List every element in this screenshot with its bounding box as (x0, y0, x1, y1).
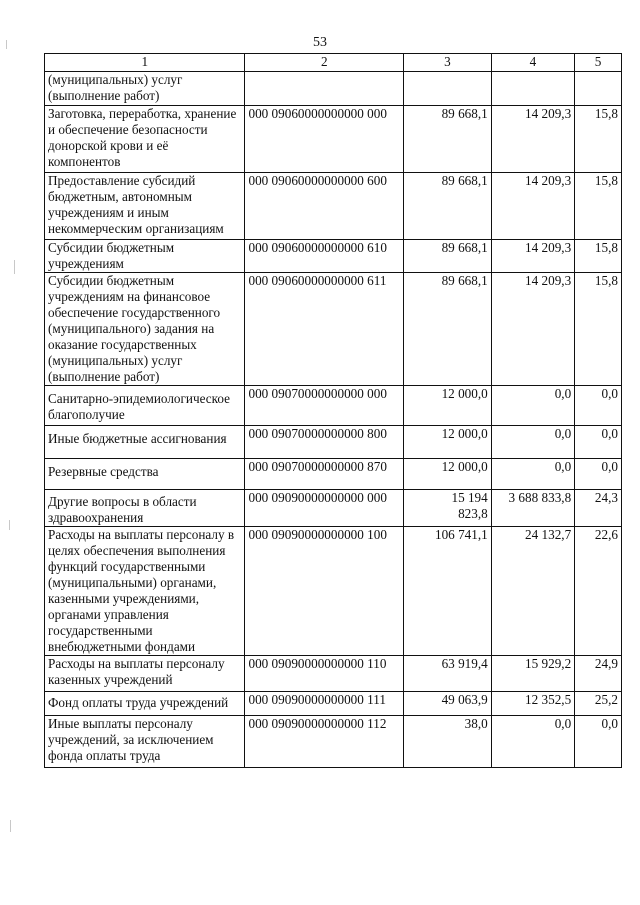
row-col3: 106 741,1 (404, 527, 492, 656)
row-code (245, 72, 404, 106)
row-name: Заготовка, переработка, хранение и обеспечение безопасности донорской крови и её компонентов (45, 106, 245, 173)
table-row (45, 692, 622, 716)
row-name: Расходы на выплаты персоналу казенных учреждений (45, 656, 245, 692)
page-number: 53 (313, 35, 327, 50)
row-code: 000 09090000000000 112 (245, 716, 404, 768)
row-col4: 0,0 (491, 716, 574, 768)
row-col5: 25,2 (575, 692, 622, 716)
row-col3: 89 668,1 (404, 240, 492, 273)
row-col3: 12 000,0 (404, 459, 492, 490)
row-name: Иные выплаты персоналу учреждений, за исключением фонда оплаты труда (45, 716, 245, 768)
row-col5: 24,9 (575, 656, 622, 692)
table-row (45, 173, 622, 240)
table-row (45, 527, 622, 656)
row-name: Субсидии бюджетным учреждениям на финансовое обеспечение государственного (муниципального) задания на оказание государственных (муниципальных) услуг (выполнение работ) (45, 273, 245, 386)
row-name: Резервные средства (45, 459, 245, 490)
budget-table (44, 53, 622, 768)
row-col5: 0,0 (575, 459, 622, 490)
row-name: Субсидии бюджетным учреждениям (45, 240, 245, 273)
column-header: 5 (575, 54, 622, 72)
table-row (45, 459, 622, 490)
row-code: 000 09090000000000 111 (245, 692, 404, 716)
row-col3: 63 919,4 (404, 656, 492, 692)
row-code: 000 09060000000000 000 (245, 106, 404, 173)
row-col4: 12 352,5 (491, 692, 574, 716)
row-code: 000 09060000000000 610 (245, 240, 404, 273)
column-header: 2 (245, 54, 404, 72)
row-col3: 49 063,9 (404, 692, 492, 716)
row-col3: 89 668,1 (404, 173, 492, 240)
row-name: (муниципальных) услуг (выполнение работ) (45, 72, 245, 106)
row-name: Предоставление субсидий бюджетным, автономным учреждениям и иным некоммерческим организациям (45, 173, 245, 240)
row-name: Расходы на выплаты персоналу в целях обеспечения выполнения функций государственными (муниципальными) органами, казенными учреждениями, органами управления государственными внебюджетными фондами (45, 527, 245, 656)
table-row (45, 240, 622, 273)
header-row (45, 54, 622, 72)
row-col3: 38,0 (404, 716, 492, 768)
row-code: 000 09070000000000 870 (245, 459, 404, 490)
row-name: Санитарно-эпидемиологическое благополучие (45, 386, 245, 426)
row-col5: 0,0 (575, 386, 622, 426)
row-col4: 0,0 (491, 426, 574, 459)
row-code: 000 09090000000000 110 (245, 656, 404, 692)
table-row (45, 426, 622, 459)
column-header: 3 (404, 54, 492, 72)
row-col3: 12 000,0 (404, 426, 492, 459)
table-row (45, 72, 622, 106)
row-col5: 15,8 (575, 240, 622, 273)
row-col5: 0,0 (575, 716, 622, 768)
row-col3: 89 668,1 (404, 273, 492, 386)
row-code: 000 09060000000000 611 (245, 273, 404, 386)
row-col4: 0,0 (491, 459, 574, 490)
row-col5 (575, 72, 622, 106)
row-col4: 15 929,2 (491, 656, 574, 692)
row-col5: 22,6 (575, 527, 622, 656)
table-row (45, 656, 622, 692)
row-col5: 15,8 (575, 106, 622, 173)
row-col4: 3 688 833,8 (491, 490, 574, 527)
row-col5: 24,3 (575, 490, 622, 527)
row-col4: 14 209,3 (491, 240, 574, 273)
row-col4: 0,0 (491, 386, 574, 426)
row-col5: 15,8 (575, 173, 622, 240)
row-code: 000 09060000000000 600 (245, 173, 404, 240)
table-row (45, 386, 622, 426)
row-col5: 15,8 (575, 273, 622, 386)
row-name: Фонд оплаты труда учреждений (45, 692, 245, 716)
row-code: 000 09090000000000 000 (245, 490, 404, 527)
row-col4: 14 209,3 (491, 173, 574, 240)
column-header: 4 (491, 54, 574, 72)
row-col5: 0,0 (575, 426, 622, 459)
row-col4: 24 132,7 (491, 527, 574, 656)
row-name: Другие вопросы в области здравоохранения (45, 490, 245, 527)
row-name: Иные бюджетные ассигнования (45, 426, 245, 459)
table-row (45, 490, 622, 527)
table-row (45, 106, 622, 173)
row-col4: 14 209,3 (491, 273, 574, 386)
row-code: 000 09070000000000 800 (245, 426, 404, 459)
row-col4: 14 209,3 (491, 106, 574, 173)
table-row (45, 273, 622, 386)
row-col3: 15 194 823,8 (404, 490, 492, 527)
table-row (45, 716, 622, 768)
column-header: 1 (45, 54, 245, 72)
row-col3: 89 668,1 (404, 106, 492, 173)
row-code: 000 09090000000000 100 (245, 527, 404, 656)
row-col4 (491, 72, 574, 106)
row-col3 (404, 72, 492, 106)
row-code: 000 09070000000000 000 (245, 386, 404, 426)
row-col3: 12 000,0 (404, 386, 492, 426)
